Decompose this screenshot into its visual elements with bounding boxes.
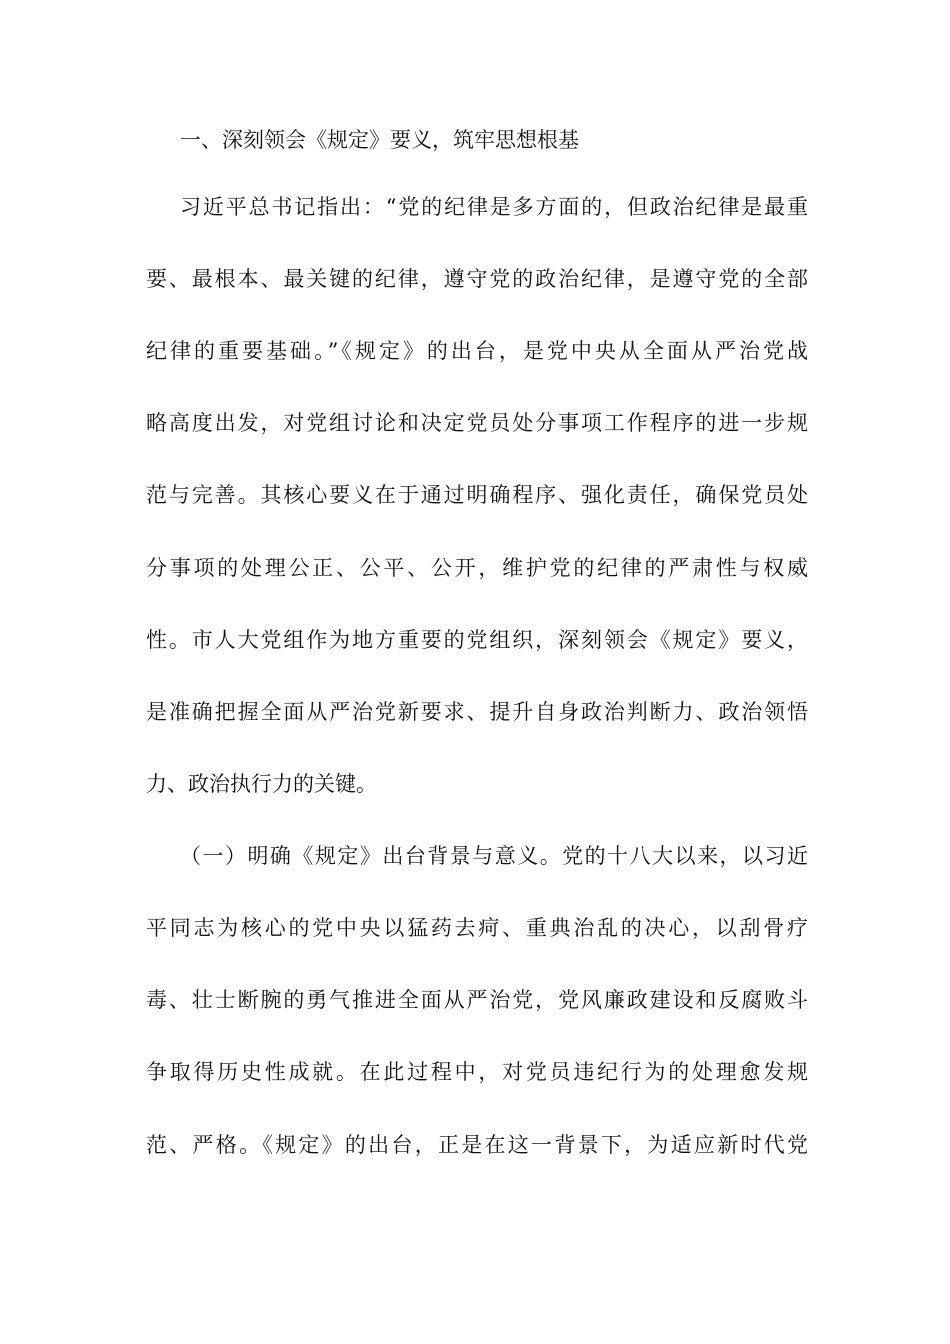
paragraph-1-line-8: 是准确把握全面从严治党新要求、提升自身政治判断力、政治领悟 [146,700,808,724]
paragraph-1-line-1: 习近平总书记指出：“党的纪律是多方面的，但政治纪律是最重 [180,195,808,219]
paragraph-1-line-6: 分事项的处理公正、公平、公开，维护党的纪律的严肃性与权威 [146,556,808,580]
paragraph-1-line-7: 性。市人大党组作为地方重要的党组织，深刻领会《规定》要义， [146,628,808,652]
paragraph-2-line-3: 毒、壮士断腕的勇气推进全面从严治党，党风廉政建设和反腐败斗 [146,988,808,1012]
paragraph-2-line-2: 平同志为核心的党中央以猛药去疴、重典治乱的决心，以刮骨疗 [146,916,808,940]
paragraph-2-line-5: 范、严格。《规定》的出台，正是在这一背景下，为适应新时代党 [146,1133,808,1157]
paragraph-1-line-9: 力、政治执行力的关键。 [146,772,377,796]
paragraph-1-line-3: 纪律的重要基础。”《规定》的出台，是党中央从全面从严治党战 [146,339,808,363]
paragraph-1-line-2: 要、最根本、最关键的纪律，遵守党的政治纪律，是遵守党的全部 [146,267,808,291]
paragraph-1-line-4: 略高度出发，对党组讨论和决定党员处分事项工作程序的进一步规 [146,411,808,435]
paragraph-2-line-1: （一）明确《规定》出台背景与意义。党的十八大以来，以习近 [180,844,808,868]
paragraph-1-line-5: 范与完善。其核心要义在于通过明确程序、强化责任，确保党员处 [146,483,808,507]
paragraph-2-line-4: 争取得历史性成就。在此过程中，对党员违纪行为的处理愈发规 [146,1060,808,1084]
section-heading: 一、深刻领会《规定》要义，筑牢思想根基 [180,128,579,152]
